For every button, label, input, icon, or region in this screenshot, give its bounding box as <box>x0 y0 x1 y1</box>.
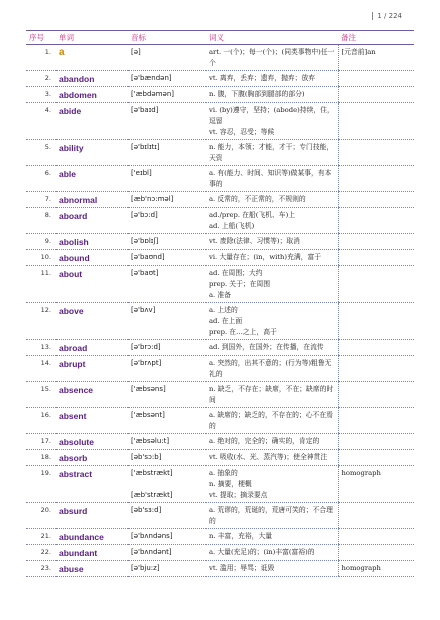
word-cell: absolute <box>56 434 128 450</box>
phonetic-text: ['æbsəlu:t] <box>131 437 170 445</box>
meaning-cell <box>206 408 338 434</box>
meaning-cell <box>206 166 338 192</box>
note-cell <box>338 234 414 250</box>
meaning-cell <box>206 503 338 529</box>
phonetic-cell <box>128 561 206 577</box>
header-word: 单词 <box>56 31 128 45</box>
meaning-line: a. 准备 <box>209 291 231 299</box>
meaning-line: ad. 在周围；大约 <box>209 269 263 277</box>
phonetic-text: [ə] <box>131 48 141 56</box>
word-cell: abundance <box>56 529 128 545</box>
phonetic-text: [ə'bɒlɪʃ] <box>131 237 159 245</box>
table-row <box>26 234 414 250</box>
phonetic-cell <box>128 266 206 303</box>
row-index: 15. <box>26 382 56 408</box>
phonetic-cell <box>128 250 206 266</box>
meaning-cell <box>206 466 338 503</box>
phonetic-text: ['æbsənt] <box>131 411 165 419</box>
note-cell <box>338 303 414 340</box>
phonetic-cell <box>128 140 206 166</box>
phonetic-cell <box>128 192 206 208</box>
phonetic-cell <box>128 466 206 503</box>
row-index: 23. <box>26 561 56 577</box>
note-cell <box>338 103 414 140</box>
note-cell <box>338 450 414 466</box>
phonetic-cell <box>128 503 206 529</box>
phonetic-cell <box>128 434 206 450</box>
table-row <box>26 303 414 340</box>
phonetic-cell <box>128 234 206 250</box>
word-cell: abroad <box>56 340 128 356</box>
meaning-line: vt. 吸收(水、光、蒸汽等)；使全神贯注 <box>209 453 328 461</box>
meaning-cell <box>206 545 338 561</box>
meaning-line: vt. 滥用；辱骂；诋毁 <box>209 564 275 572</box>
meaning-line: a. 突然的，出其不意的；(行为等)粗鲁无礼的 <box>209 359 332 378</box>
meaning-line: n. 丰富，充裕，大量 <box>209 532 273 540</box>
table-row <box>26 208 414 234</box>
meaning-cell <box>206 434 338 450</box>
table-row <box>26 434 414 450</box>
note-cell: [元音前]an <box>338 45 414 71</box>
meaning-line: a. 反常的，不正常的，不规则的 <box>209 195 306 203</box>
phonetic-cell <box>128 71 206 87</box>
meaning-line: ad. 到国外，在国外；在传播，在流传 <box>209 343 324 351</box>
meaning-cell <box>206 45 338 71</box>
phonetic-text: ['æbdəmən] <box>131 90 175 98</box>
meaning-line: prep. 在…之上，高于 <box>209 328 277 336</box>
table-body <box>26 45 414 577</box>
table-row <box>26 450 414 466</box>
word-cell: a <box>56 45 128 71</box>
phonetic-text: ['æbstrækt] <box>131 469 173 477</box>
note-cell <box>338 529 414 545</box>
meaning-cell <box>206 529 338 545</box>
meaning-cell <box>206 208 338 234</box>
table-row <box>26 382 414 408</box>
table-row <box>26 45 414 71</box>
phonetic-text: [ə'brɔ:d] <box>131 343 161 351</box>
meaning-cell <box>206 250 338 266</box>
meaning-cell <box>206 103 338 140</box>
row-index: 6. <box>26 166 56 192</box>
meaning-line: vt. 提取；摘录要点 <box>209 491 268 499</box>
meaning-line: vt. 离弃，丢弃；遗弃，抛弃；放弃 <box>209 74 316 82</box>
row-index: 4. <box>26 103 56 140</box>
word-cell: able <box>56 166 128 192</box>
word-cell: abrupt <box>56 356 128 382</box>
word-cell: about <box>56 266 128 303</box>
row-index: 14. <box>26 356 56 382</box>
phonetic-cell <box>128 166 206 192</box>
note-cell: homograph <box>338 561 414 577</box>
row-index: 20. <box>26 503 56 529</box>
table-row <box>26 166 414 192</box>
table-row <box>26 408 414 434</box>
row-index: 3. <box>26 87 56 103</box>
word-cell: abstract <box>56 466 128 503</box>
row-index: 16. <box>26 408 56 434</box>
phonetic-cell <box>128 340 206 356</box>
row-index: 10. <box>26 250 56 266</box>
note-cell <box>338 266 414 303</box>
meaning-line: vt. 容忍，忍受；等候 <box>209 128 275 136</box>
phonetic-cell <box>128 103 206 140</box>
note-cell <box>338 382 414 408</box>
word-cell: ability <box>56 140 128 166</box>
phonetic-text: [əb'sɔ:b] <box>131 453 162 461</box>
word-cell: abundant <box>56 545 128 561</box>
phonetic-cell <box>128 87 206 103</box>
row-index: 13. <box>26 340 56 356</box>
meaning-cell <box>206 561 338 577</box>
meaning-line: n. 缺乏，不存在；缺席，不在；缺席的时间 <box>209 385 334 404</box>
row-index: 11. <box>26 266 56 303</box>
meaning-cell <box>206 234 338 250</box>
meaning-line: a. 上述的 <box>209 306 238 314</box>
row-index: 19. <box>26 466 56 503</box>
word-cell: absorb <box>56 450 128 466</box>
meaning-cell <box>206 356 338 382</box>
row-index: 1. <box>26 45 56 71</box>
note-cell: homograph <box>338 466 414 503</box>
phonetic-text: [ə'bʌndənt] <box>131 548 172 556</box>
phonetic-text: [ə'bændən] <box>131 74 172 82</box>
word-cell: abolish <box>56 234 128 250</box>
table-row <box>26 103 414 140</box>
meaning-line: a. 缺席的；缺乏的，不存在的；心不在焉的 <box>209 411 333 430</box>
table-row <box>26 250 414 266</box>
meaning-line: a. 有(能力、时间、知识等)做某事，有本事的 <box>209 169 332 188</box>
phonetic-cell <box>128 356 206 382</box>
page-number-text: 1 / 224 <box>377 12 402 20</box>
meaning-line: a. 荒谬的，荒诞的，荒唐可笑的；不合理的 <box>209 506 333 525</box>
meaning-cell <box>206 71 338 87</box>
table-row <box>26 340 414 356</box>
meaning-cell <box>206 303 338 340</box>
meaning-line: ad. 在上面 <box>209 317 243 325</box>
note-cell <box>338 503 414 529</box>
table-row <box>26 466 414 503</box>
row-index: 8. <box>26 208 56 234</box>
phonetic-text: [ə'baʊnd] <box>131 253 165 261</box>
word-cell: abnormal <box>56 192 128 208</box>
table-row <box>26 356 414 382</box>
word-cell: absent <box>56 408 128 434</box>
word-cell: abdomen <box>56 87 128 103</box>
header-note: 备注 <box>338 31 414 45</box>
meaning-cell <box>206 450 338 466</box>
row-index: 17. <box>26 434 56 450</box>
note-cell <box>338 208 414 234</box>
meaning-cell <box>206 340 338 356</box>
meaning-line: a. 绝对的，完全的；确实的，肯定的 <box>209 437 320 445</box>
phonetic-text: [ə'bɔ:d] <box>131 211 158 219</box>
meaning-cell <box>206 87 338 103</box>
meaning-line: a. 抽象的 <box>209 469 238 477</box>
meaning-line: ad./prep. 在船(飞机、车)上 <box>209 211 296 219</box>
phonetic-text: [ə'brʌpt] <box>131 359 162 367</box>
word-cell: aboard <box>56 208 128 234</box>
page-number <box>372 12 402 20</box>
meaning-cell <box>206 192 338 208</box>
meaning-line: n. 腹，下腹(胸部到腿部的部分) <box>209 90 305 98</box>
meaning-line: a. 大量(充足)的；(in)丰富(富裕)的 <box>209 548 315 556</box>
phonetic-text: [æb'nɔ:məl] <box>131 195 174 203</box>
phonetic-cell <box>128 545 206 561</box>
note-cell <box>338 250 414 266</box>
meaning-line: vi. (by)遵守，坚持；(abode)持续，住，逗留 <box>209 106 334 125</box>
row-index: 5. <box>26 140 56 166</box>
table-row <box>26 503 414 529</box>
phonetic-text: ['eɪbl] <box>131 169 152 177</box>
row-index: 9. <box>26 234 56 250</box>
phonetic-text: [ə'baʊt] <box>131 269 159 277</box>
phonetic-cell <box>128 208 206 234</box>
note-cell <box>338 87 414 103</box>
row-index: 22. <box>26 545 56 561</box>
word-cell: abandon <box>56 71 128 87</box>
phonetic-text: [ə'baɪd] <box>131 106 159 114</box>
meaning-line: vi. 大量存在；(in，with)充满，富于 <box>209 253 322 261</box>
word-cell: above <box>56 303 128 340</box>
note-cell <box>338 166 414 192</box>
phonetic-cell <box>128 303 206 340</box>
meaning-line: n. 摘要，梗概 <box>209 480 252 488</box>
table-header-row <box>26 31 414 45</box>
note-cell <box>338 71 414 87</box>
meaning-cell <box>206 382 338 408</box>
phonetic-text: ['æbsəns] <box>131 385 166 393</box>
meaning-cell <box>206 140 338 166</box>
phonetic-cell <box>128 45 206 71</box>
meaning-line: art. 一(个)；每一(个)；(同类事物中)任一个 <box>209 48 335 67</box>
row-index: 2. <box>26 71 56 87</box>
table-row <box>26 561 414 577</box>
table-row <box>26 529 414 545</box>
table-row <box>26 87 414 103</box>
word-cell: abound <box>56 250 128 266</box>
phonetic-text: [ə'bʌv] <box>131 306 156 314</box>
row-index: 12. <box>26 303 56 340</box>
phonetic-cell <box>128 408 206 434</box>
header-phonetic: 音标 <box>128 31 206 45</box>
meaning-line: n. 能力，本领；才能，才干；专门技能，天资 <box>209 143 334 162</box>
phonetic-text: [ə'bju:z] <box>131 564 160 572</box>
note-cell <box>338 140 414 166</box>
phonetic-text-alt: [æb'strækt] <box>131 491 173 499</box>
word-cell: abide <box>56 103 128 140</box>
table-row <box>26 71 414 87</box>
note-cell <box>338 340 414 356</box>
header-meaning: 词义 <box>206 31 338 45</box>
note-cell <box>338 434 414 450</box>
row-index: 21. <box>26 529 56 545</box>
meaning-line: prep. 关于；在周围 <box>209 280 271 288</box>
table-row <box>26 140 414 166</box>
phonetic-cell <box>128 382 206 408</box>
header-index: 序号 <box>26 31 56 45</box>
meaning-line: ad. 上船(飞机) <box>209 222 255 230</box>
phonetic-text: [ə'bɪlɪtɪ] <box>131 143 160 151</box>
note-cell <box>338 192 414 208</box>
vocabulary-table <box>26 30 414 577</box>
phonetic-cell <box>128 450 206 466</box>
word-cell: absurd <box>56 503 128 529</box>
row-index: 18. <box>26 450 56 466</box>
note-cell <box>338 356 414 382</box>
note-cell <box>338 545 414 561</box>
table-row <box>26 545 414 561</box>
phonetic-text: [ə'bʌndəns] <box>131 532 173 540</box>
meaning-cell <box>206 266 338 303</box>
phonetic-text: [əb'sɜ:d] <box>131 506 162 514</box>
table-row <box>26 266 414 303</box>
word-cell: abuse <box>56 561 128 577</box>
word-cell: absence <box>56 382 128 408</box>
meaning-line: vt. 废除(法律、习惯等)；取消 <box>209 237 300 245</box>
table-row <box>26 192 414 208</box>
phonetic-cell <box>128 529 206 545</box>
row-index: 7. <box>26 192 56 208</box>
note-cell <box>338 408 414 434</box>
